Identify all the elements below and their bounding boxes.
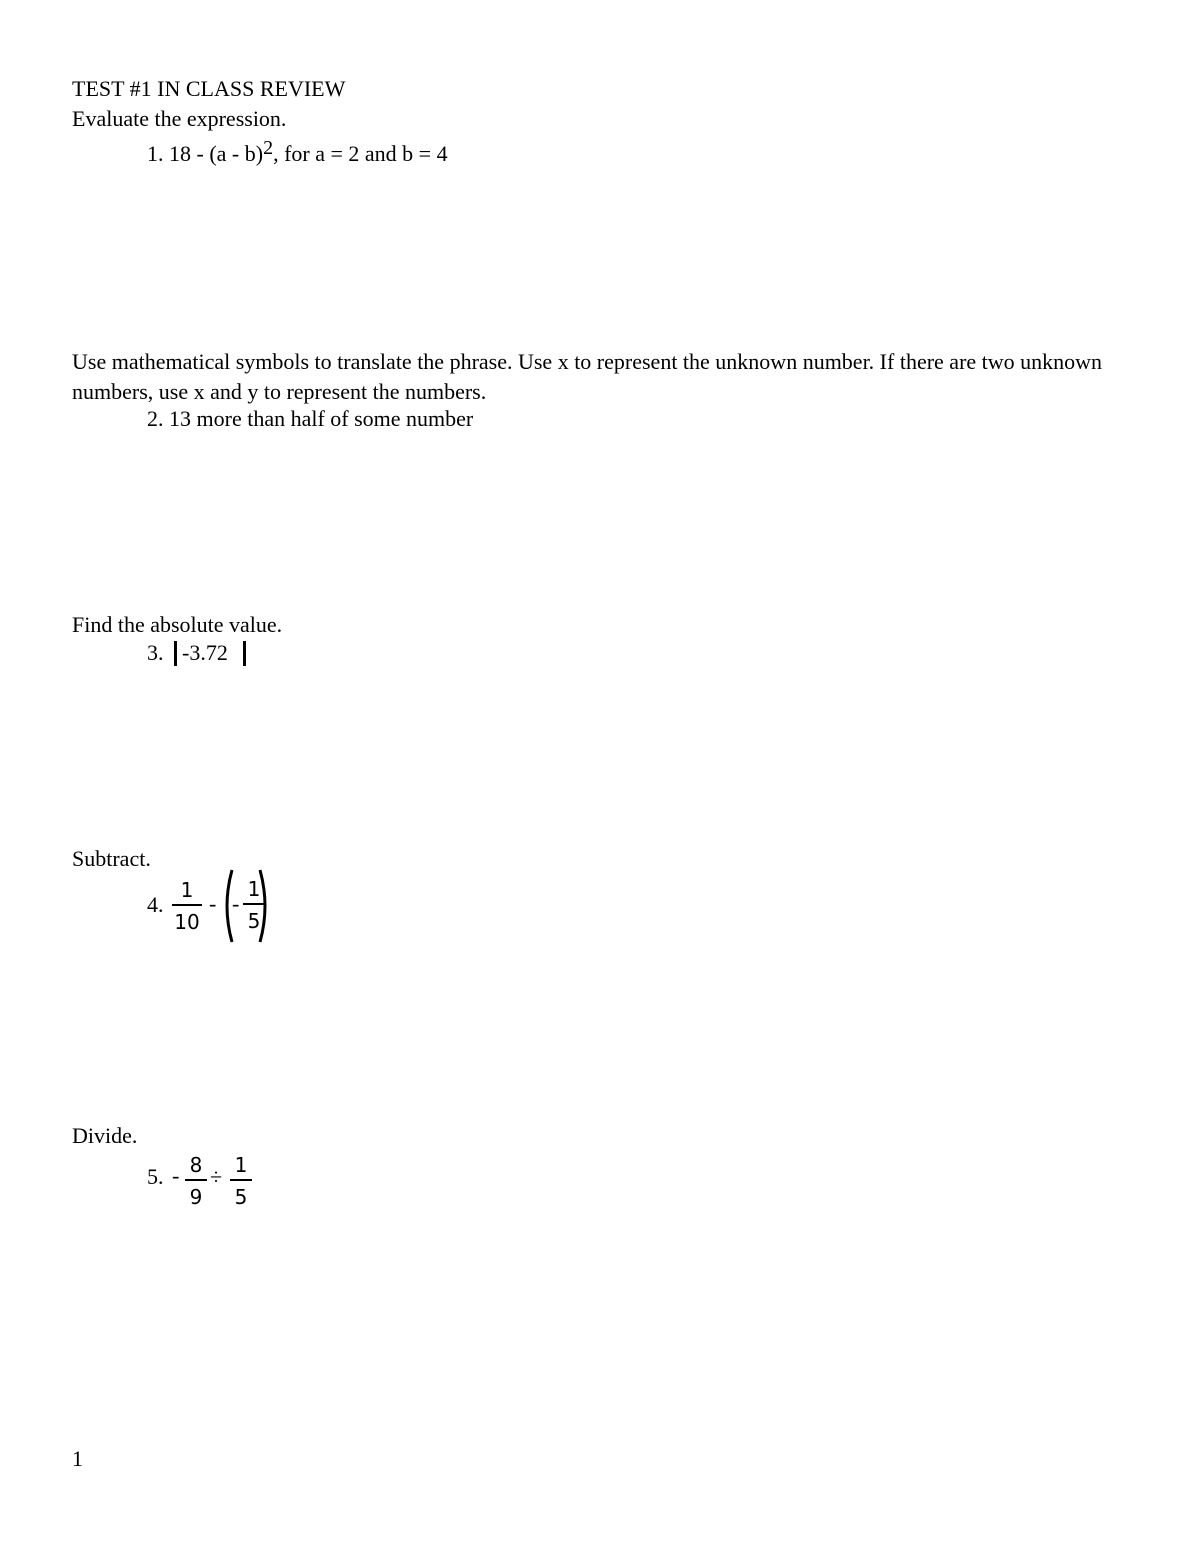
problem-2 — [147, 408, 473, 430]
problem-number: 1. — [147, 141, 164, 166]
problem-number: 4. — [147, 892, 164, 917]
expression-condition: , for a = 2 and b = 4 — [273, 141, 448, 166]
minus-operator: - — [209, 891, 217, 916]
fraction-1-denominator: 9 — [189, 1185, 203, 1209]
instruction-divide: Divide. — [72, 1123, 138, 1148]
right-parenthesis — [258, 868, 272, 944]
absolute-value-argument: -3.72 — [182, 640, 228, 665]
fraction-2-bar — [230, 1179, 252, 1181]
fraction-2-denominator: 5 — [234, 1185, 248, 1209]
exponent: 2 — [263, 137, 274, 159]
fraction-1-numerator: 8 — [189, 1153, 203, 1177]
inner-sign: - — [232, 891, 240, 916]
instruction-evaluate: Evaluate the expression. — [72, 106, 287, 131]
fraction-2-numerator: 1 — [247, 877, 261, 901]
fraction-2-denominator: 5 — [247, 909, 261, 933]
problem-1 — [147, 137, 448, 166]
fraction-1-numerator: 1 — [180, 878, 194, 902]
negative-sign: - — [172, 1163, 180, 1188]
page-title: TEST #1 IN CLASS REVIEW — [72, 76, 346, 101]
division-operator: ÷ — [210, 1164, 223, 1189]
absolute-value-bar-right — [243, 641, 246, 666]
fraction-2-numerator: 1 — [234, 1153, 248, 1177]
problem-number: 2. — [147, 406, 164, 431]
instruction-absolute-value: Find the absolute value. — [72, 612, 283, 637]
problem-text: 13 more than half of some number — [169, 406, 474, 431]
page-number: 1 — [72, 1446, 83, 1471]
problem-number: 3. — [147, 640, 164, 665]
expression-base: 18 - (a - b) — [169, 141, 264, 166]
fraction-1-bar — [172, 904, 202, 906]
fraction-1-denominator: 10 — [174, 910, 200, 934]
fraction-1-bar — [185, 1179, 207, 1181]
problem-number: 5. — [147, 1164, 164, 1189]
instruction-translate: Use mathematical symbols to translate the phrase. Use x to represent the unknown number. If there are two unknown numbers, use x and y to represent the numbers. — [72, 349, 1103, 404]
instruction-subtract: Subtract. — [72, 846, 151, 871]
absolute-value-bar-left — [174, 641, 177, 666]
